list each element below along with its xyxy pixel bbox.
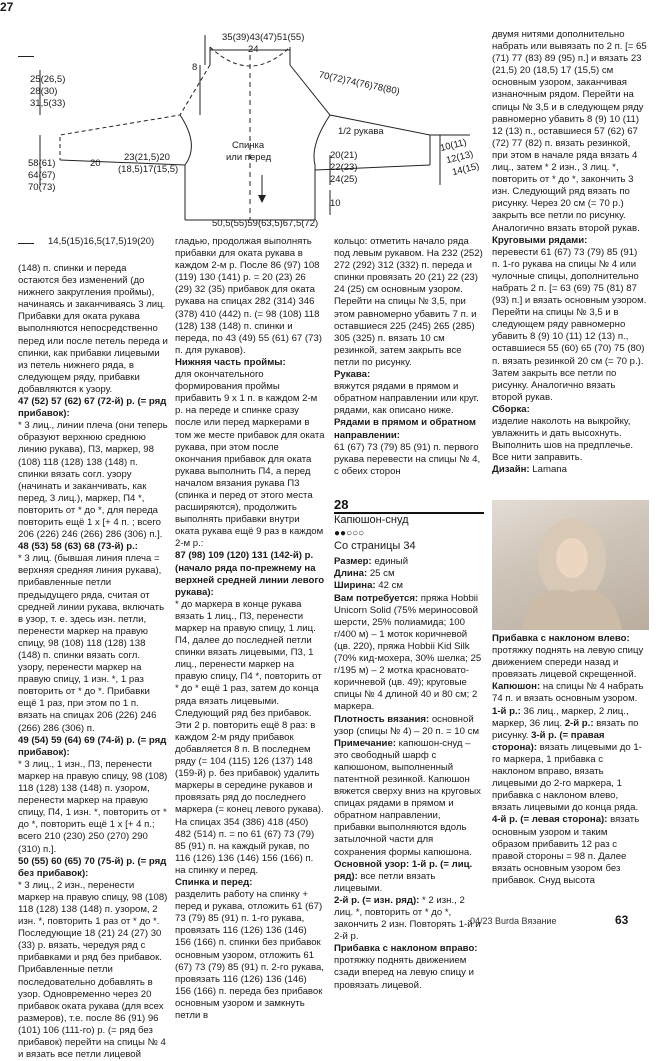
paragraph: изделие наколоть на выкройку, увлажнить и дать высохнуть. Выполнить шов на предплечье. Все нити заправить.: [492, 416, 634, 464]
spec-value: протяжку поднять движением сзади вперед на левую спицу и провязать лицевой.: [334, 955, 474, 991]
spec-value: * 2 изн., 2 лиц. *, повторить от * до *, закончить 2 изн. Повторять 1-й и 2-й р.: [334, 894, 481, 943]
step-label: Прибавка с наклоном влево:: [492, 633, 630, 644]
dim-left-low2: 64(67): [28, 170, 56, 181]
dim-left-low1: 58(61): [28, 158, 56, 169]
dim-left-h3: 31,5(33): [30, 98, 66, 109]
paragraph: гладью, продолжая выполнять прибавки для оката рукава в каждом 2-м р. После 86 (97) 108 (119) 130 (141) р. = 20 (23) 26 (29) 32 (35) прибавок для оката рукава на спицах 282 (314) 346 (378) 410 (442) п. (= 98 (108) 118 (128) 138 (148) п. спинки и переда, по 43 (49) 55 (61) 67 (73) п. для рукавов).: [175, 236, 322, 356]
dim-mid-angle: 23(21,5)20: [124, 152, 170, 163]
dim-r-10: 10: [330, 198, 341, 209]
section-heading: Дизайн:: [492, 464, 530, 476]
dim-left-h1: 25(26,5): [30, 74, 66, 85]
spec-label: Ширина:: [334, 580, 376, 592]
dim-r-20: 20(21): [330, 150, 358, 161]
row-heading: 87 (98) 109 (120) 131 (142-й) р. (начало ряда по-прежнему на верхней средней линии левого рукава):: [175, 550, 325, 598]
step-text: на спицы № 4 набрать 74 п. и вязать основным узором.: [492, 681, 644, 705]
dim-top-widths: 35(39)43(47)51(55): [222, 32, 305, 43]
model-photo-illustration: [492, 500, 649, 630]
dim-bottom-left: 14,5(15)16,5(17,5)19(20): [48, 236, 155, 247]
row-heading: 50 (55) 60 (65) 70 (75-й) р. (= ряд без прибавок):: [18, 855, 167, 879]
dim-r-24: 24(25): [330, 174, 358, 185]
spec-label: Плотность вязания:: [334, 713, 430, 725]
section-heading: Сборка:: [492, 403, 530, 415]
step-text: 36 лиц., маркер, 2 лиц., маркер, 36 лиц.: [492, 705, 629, 729]
spec-value: 25 см: [367, 568, 395, 580]
text-column-3: [334, 236, 484, 496]
page-number-top: 27: [0, 0, 14, 14]
step-label: 2-й р.:: [564, 717, 594, 729]
dim-cuff-3: 14(15): [451, 160, 481, 179]
paragraph: * 3 лиц., линии плеча (они теперь образуют верхнюю среднюю линию рукава), П3, маркер, 98 (108) 118 (128) 138 (148) п. спинки вязать согл. узору (начинать и заканчивать, как перед, 3 лиц.), маркер, П4 *, повторить от * до *, для переда повторить ещё 1 х [+ 4 п. ; всего 206 (226) 246 (266) 286 (306) п.].: [18, 420, 168, 541]
step-label: Капюшон:: [492, 681, 541, 693]
spec-label: Основной узор: 1-й р. (= лиц. ряд):: [334, 858, 473, 882]
paragraph: * 3 лиц., 2 изн., перенести маркер на правую спицу, 98 (108) 118 (128) 138 (148) п. узором, 2 изн. *, повторить 1 раз от * до *. Последующие 18 (21) 24 (27) 30 (33) р. вязать, чередуя ряд с прибавками и ряд без прибавок. Прибавленные петли последовательно добавлять в узор. Одновременно через 20 прибавок оката рукава (для всех размеров), т.е. после 86 (91) 96 (101) 106 (111-го) р. (= ряд без прибавок) перейти на спицы № 4 и вязать все петли лицевой: [18, 879, 168, 1061]
pattern-diagram: [0, 25, 490, 235]
divider-line: [18, 243, 34, 244]
paragraph: 61 (67) 73 (79) 85 (91) п. первого рукава перевести на спицы № 4, с обеих сторон: [334, 441, 481, 477]
step-text: вязать лицевыми до 1-го маркера, 1 прибавка с наклоном вправо, вязать лицевыми до 2-го маркера, 1 прибавка с наклоном влево, вязать лицевыми до конца ряда.: [492, 741, 642, 814]
section-heading: Рукава:: [334, 369, 371, 381]
text-column-4-bottom: [492, 633, 647, 923]
footer-text: 04/23 Burda Вязание: [470, 916, 557, 926]
paragraph: разделить работу на спинку + перед и рукава, отложить 61 (67) 73 (79) 85 (91) п. 1-го рукава, провязать 116 (126) 136 (146) 156 (166) п. спинки без прибавок основным узором, отложить 61 (67) 73 (79) 85 (91) п. 2-го рукава, провязать 116 (126) 136 (146) 156 (166) п. переда без прибавок основным узором и замкнуть петли в: [175, 889, 324, 1021]
section-heading: Нижняя часть проймы:: [175, 356, 286, 368]
paragraph: вяжутся рядами в прямом и обратном направлении или круг. рядами, как описано ниже.: [334, 381, 479, 417]
spec-label: Длина:: [334, 568, 368, 580]
dim-mid-angle2: (18,5)17(15,5): [118, 164, 179, 175]
spec-label: Размер:: [334, 556, 372, 568]
pattern-text-column: [334, 514, 484, 991]
spec-value: основной узор (спицы № 4) – 20 п. = 10 см: [334, 713, 480, 737]
spec-value: все петли вязать лицевыми.: [334, 870, 436, 894]
model-photo: [492, 500, 649, 630]
row-heading: 48 (53) 58 (63) 68 (73-й) р.:: [18, 541, 139, 553]
dim-left-h2: 28(30): [30, 86, 58, 97]
spec-value: 42 см: [375, 580, 404, 592]
designer-name: Lamana: [532, 464, 567, 476]
spec-value: единый: [371, 556, 409, 568]
spec-value: пряжа Hobbii Unicorn Solid (75% мериносовой шерсти, 25% полиамида; 100 г/400 м) – 1 моток коричневой (цв. 220), пряжа Hobbii Kid Silk (70% кид-мохера, 30% шелка; 25 г/195 м) – 2 мотка красновато-коричневой (цв. 49); круговые спицы № 4 длиной 40 и 80 см; 2 маркера.: [334, 592, 482, 713]
difficulty-dots: ●●○○○: [334, 528, 365, 540]
row-heading: 49 (54) 59 (64) 69 (74-й) р. (= ряд прибавок):: [18, 734, 167, 758]
dim-sleeve-half: 1/2 рукава: [338, 126, 384, 137]
page-number-bottom: 63: [615, 913, 629, 927]
paragraph: * до маркера в конце рукава вязать 1 лиц., П3, перенести маркер на правую спицу, 1 лиц. П4, далее до последней петли спинки вязать лицевыми, П3, 1 лиц., перенести маркер на правую спицу, П4 *, повторить от * до * ещё 1 раз, затем до конца ряда вязать лицевыми. Следующий ряд без прибавок. Эти 2 р. повторить ещё 8 раз: в каждом 2-м ряду прибавок добавляется 8 п. В последнем ряду (= 104 (115) 126 (137) 148 (159-й) р. без прибавок) удалить маркеры в середине рукавов и провязать ряд до последнего маркера (= конец левого рукава). На спицах 354 (386) 418 (450) 482 (514) п. = по 61 (67) 73 (79) 85 (91) п. на каждый рукав, по 116 (126) 136 (146) 156 (166) п. на спинку и перед.: [175, 598, 324, 876]
spec-label: 2-й р. (= изн. ряд):: [334, 894, 420, 906]
dim-r-22: 22(23): [330, 162, 358, 173]
spec-value: капюшон-снуд – это свободный шарф с капюшоном, выполненный патентной резинкой. Капюшон вяжется сверху вниз на круговых спицах рядами в прямом и обратном направлении, прибавки выполняются вдоль затылочной части для сохранения формы капюшона.: [334, 737, 481, 858]
section-heading: Рядами в прямом и обратном направлении:: [334, 417, 476, 441]
label-back: Спинка: [232, 140, 265, 151]
dim-sleeve-top: 70(72)74(76)78(80): [317, 69, 401, 98]
step-text: вязать основным узором и таким образом прибавить 12 раз с правой стороны = 98 п. Далее вязать основным узором без прибавок. Снуд высота: [492, 814, 640, 886]
dim-left-8: 8: [192, 62, 198, 73]
section-heading: Круговыми рядами:: [492, 234, 588, 246]
spec-label: Прибавка с наклоном вправо:: [334, 943, 478, 955]
section-heading: Спинка и перед:: [175, 876, 253, 888]
step-text: вязать по рисунку.: [492, 717, 639, 741]
dim-left-low3: 70(73): [28, 182, 56, 193]
paragraph: * 3 лиц., 1 изн., П3, перенести маркер на правую спицу, 98 (108) 118 (128) 138 (148) п. узором, перенести маркер на правую спицу, П4, 1 изн. *, повторить от * до *, повторить ещё 1 х [+ 4 п.; всего 210 (230) 250 (270) 290 (310) п.].: [18, 758, 168, 855]
dim-cuff-2: 12(13): [445, 148, 475, 167]
spec-label: Вам потребуется:: [334, 592, 419, 604]
paragraph: двумя нитями дополнительно набрать или вывязать по 2 п. [= 65 (71) 77 (83) 89 (95) п.] и вязать 23 (21,5) 20 (18,5) 17 (15,5) см основным узором, заканчивая изнаночным рядом. Перейти на спицы № 3,5 и в следующем ряду равномерно убавить 8 (9) 10 (11) 12 (13) п., оставшиеся 57 (62) 67 (72) 77 (82) п. вязать резинкой, при этом в начале ряда вязать 4 лиц., затем * 2 изн., 3 лиц. *, повторить от * до *, закончить 3 изн. Следующий ряд вязать по рисунку. Через 20 см (= 70 р.) закрыть все петли по рисунку. Аналогично вязать второй рукав.: [492, 29, 647, 234]
paragraph: кольцо: отметить начало ряда под левым рукавом. На 232 (252) 272 (292) 312 (332) п. переда и спинки провязать 20 (21) 22 (23) 24 (25) см основным узором. Перейти на спицы № 3,5, при этом равномерно убавить 7 п. и оставшиеся 225 (245) 265 (285) 305 (325) п. вязать 10 см резинкой, затем закрыть все петли по рисунку.: [334, 236, 483, 368]
step-label: 3-й р. (= правая сторона):: [492, 729, 605, 753]
pattern-from-page: Со страницы 34: [334, 540, 416, 553]
dim-top-center: 24: [248, 44, 259, 55]
step-label: 4-й р. (= левая сторона):: [492, 814, 608, 826]
paragraph: * 3 лиц. (бывшая линия плеча = верхняя средняя линия рукава), прибавленные петли предыдущего ряда, считая от средней линии рукава, включать в узор, т. е. здесь изн. петли, перенести маркер на правую спицу, 98 (108) 118 (128) 138 (148) п. спинки вязать согл. узору, перенести маркер на правую спицу, 1 изн. *, 1 раз повторить от * до *. Прибавки ещё 1 раз, при этом по 1 п. вязать на спицах 206 (226) 246 (266) 286 (306) п.: [18, 553, 165, 734]
paragraph: для окончательного формирования проймы прибавить 9 х 1 п. в каждом 2-м р. на переде и спинке сразу после или перед маркерами в том же месте прибавок для оката рукава, при этом после окончания прибавок для оката рукава выполнить П4, а перед началом вязания рукава П3 (спинка и перед от этого места расширяются), продолжить выполнять прибавки внутри оката рукава ещё 9 раз в каждом 2-м р.:: [175, 369, 325, 550]
dim-cuff-1: 10(11): [439, 136, 468, 155]
paragraph: (148) п. спинки и переда остаются без изменений (до нижнего закругления проймы), начинаясь и заканчиваясь 3 лиц. Прибавки для оката рукава выполняются непосредственно перед или после петель переда и спинки, как прибавки лицевыми из петель нижнего ряда, в следующем ряду, прибавки добавляются к узору.: [18, 263, 168, 395]
dim-bottom-width: 50,5(55)59(63,5)67,5(72): [212, 218, 319, 229]
row-heading: 47 (52) 57 (62) 67 (72-й) р. (= ряд прибавок):: [18, 396, 167, 420]
pattern-number: 28: [334, 497, 349, 512]
paragraph: перевести 61 (67) 73 (79) 85 (91) п. 1-го рукава на спицы № 4 или чулочные спицы, дополнительно набрать 2 п. [= 63 (69) 75 (81) 87 (93) п.] и вязать основным узором.: [492, 246, 647, 307]
step-label: 1-й р.:: [492, 705, 521, 717]
text-column-1: [18, 263, 168, 1061]
step-text: протяжку поднять на левую спицу движением спереди назад и провязать лицевой скрещенной.: [492, 645, 644, 681]
text-column-2: [175, 236, 325, 1021]
label-front: или перед: [226, 152, 272, 163]
pattern-title: Капюшон-снуд: [334, 514, 409, 526]
dim-mid-20: 20: [90, 158, 101, 169]
spec-label: Примечание:: [334, 737, 396, 749]
text-column-4: [492, 29, 647, 479]
paragraph: Перейти на спицы № 3,5 и в следующем ряду равномерно убавить 8 (9) 10 (11) 12 (13) п., оставшиеся 55 (60) 65 (70) 75 (80) п. вязать резинкой 20 см (= 70 р.). Затем закрыть все петли по рисунку. Аналогично вязать второй рукав.: [492, 307, 645, 403]
